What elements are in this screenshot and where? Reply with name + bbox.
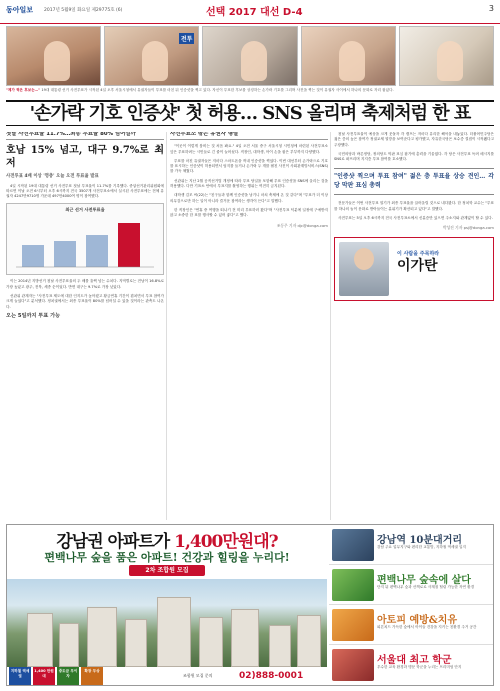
feature-title: 아토피 예방&치유 bbox=[377, 615, 458, 626]
profile-photo bbox=[339, 242, 389, 296]
issue-date: 2017년 5월9일 화요일 제29775호 (6) bbox=[44, 8, 123, 13]
paragraph: 전문가들은 이번 사전투표 열기가 최종 투표율을 끌어올릴 것으로 내다봤다. 한 정치학 교수는 "투표를 하나의 놀이 문화로 받아들이는 분위기가 확산되고 있다"고 말했다. bbox=[334, 201, 494, 211]
feature-desc: 피톤치드 가득한 숲에서 아이들 건강을 지키는 친환경 주거 공간 bbox=[377, 625, 477, 629]
pull-quote: "인증샷 찍으며 투표 참여" 젊은 층 투표율 상승 견인… 각 당 막판 표심 총력 bbox=[334, 168, 494, 195]
ad-box: 1,400 만원대 bbox=[33, 667, 55, 685]
feature-image bbox=[332, 529, 374, 561]
photo-tag: 전투 bbox=[179, 33, 195, 44]
paragraph: 첫날 사전투표율이 예상을 크게 웃돌자 각 캠프는 저마다 유리한 해석을 내놓았다. 더불어민주당은 젊은 층의 높은 참여가 정권교체 열망을 보여준다고 평가했고, 자유한국당은 보수층 결집이 시작됐다고 주장했다. bbox=[334, 132, 494, 147]
chart-title: 최근 선거 사전투표율 bbox=[65, 207, 105, 213]
building bbox=[231, 609, 259, 667]
photo-voter-3[interactable] bbox=[202, 26, 297, 86]
column-divider bbox=[330, 132, 331, 520]
paragraph: 국민의당과 바른정당, 정의당도 막판 표심 잡기에 총력을 기울였다. 각 당은 사전투표 독려 메시지를 SNS로 퍼뜨리며 지지층 투표 참여를 호소했다. bbox=[334, 151, 494, 162]
feature-desc: 강남 주요 업무지구와 편리한 교통망, 지하철 역세권 입지 bbox=[377, 545, 466, 549]
photo-voter-2[interactable] bbox=[104, 26, 199, 86]
photo-strip bbox=[6, 26, 494, 86]
paragraph: "이곳이 이렇게 붐비는 것 처음 봐요." 4일 오전 서울 중구 서울시청 시민청에 마련된 사전투표소 앞은 투표하려는 시민들로 긴 줄이 늘어섰다. 직장인, 대학생, 아이 손을 잡은 부부까지 다양했다. bbox=[170, 144, 328, 154]
ad-phone-number[interactable]: 02)888-0001 bbox=[239, 671, 304, 681]
photo-caption bbox=[6, 88, 494, 98]
article-column-3 bbox=[334, 132, 494, 520]
feature-image bbox=[332, 569, 374, 601]
section-title-a: 선택 2017 bbox=[206, 7, 257, 18]
hand-shape bbox=[339, 41, 365, 81]
building bbox=[269, 625, 291, 667]
caption-title: "제가 찍은 후보는…" bbox=[6, 88, 41, 92]
article-lead: 사전투표 4배 이상 '껑충' 오늘 오전 투표율 발표 bbox=[6, 174, 99, 180]
caption-text: 19대 대통령 선거 사전투표가 시작된 4일 오후 서울시청에서 유권자들이 투표를 마친 뒤 인증샷을 찍고 있다. 자신이 투표한 후보를 상징하는 손가락 기호를 그리며 사진을 찍는 것이 유권자 사이에서 하나의 문화로 자리 잡았다. bbox=[41, 88, 394, 92]
ad-feature-item[interactable] bbox=[329, 565, 494, 605]
ad-feature-item[interactable] bbox=[329, 525, 494, 565]
feature-desc: 우수한 교육 환경과 명문 학군을 누리는 프리미엄 단지 bbox=[377, 665, 462, 669]
column-divider bbox=[166, 132, 167, 520]
byline[interactable]: 박성진 기자 psj@donga.com bbox=[442, 225, 494, 231]
photo-voter-1[interactable] bbox=[6, 26, 101, 86]
apartment-advertisement[interactable] bbox=[6, 524, 494, 686]
main-headline[interactable]: '손가락 기호 인증샷' 첫 허용… SNS 올리며 축제처럼 한 표 bbox=[6, 100, 494, 126]
building bbox=[27, 613, 53, 667]
chart-bar bbox=[54, 241, 76, 267]
article-kicker: 사전투표소 밖은 유권자 행렬 bbox=[170, 132, 328, 140]
article-note: 오는 5일까지 투표 가능 bbox=[6, 312, 61, 319]
ad-box: 확장 무상 bbox=[81, 667, 103, 685]
page-header bbox=[0, 0, 500, 24]
paragraph: 선관위 관계자는 "사전투표 제도에 대한 인지도가 높아졌고 황금연휴 기간이 겹치면서 투표 참여가 크게 늘었다"고 분석했다. 정치권에서는 최종 투표율이 80%를 넘어설 수 있을 것이라는 관측도 나온다. bbox=[6, 294, 164, 309]
feature-title: 편백나무 숲속에 살다 bbox=[377, 575, 471, 586]
hand-shape bbox=[142, 41, 168, 81]
ad-feature-item[interactable] bbox=[329, 605, 494, 645]
ad-box: 지하철 역세권 bbox=[9, 667, 31, 685]
page-number: 3 bbox=[488, 4, 494, 13]
article-column-2 bbox=[170, 132, 328, 520]
chart-graphic bbox=[10, 215, 160, 273]
feature-title: 강남역 10분대거리 bbox=[377, 535, 463, 546]
paragraph: 투표를 마친 유권자들은 저마다 스마트폰을 꺼내 인증샷을 찍었다. 이번 대선부터 손가락으로 기호를 표시하는 인증샷이 허용되면서 엄지를 들거나 손가락 두 개를 펼친 사진이 사회관계망서비스(SNS)를 가득 채웠다. bbox=[170, 158, 328, 174]
section-title-b: 대선 D-4 bbox=[260, 7, 303, 18]
hand-shape bbox=[241, 41, 267, 81]
newspaper-logo[interactable]: 동아일보 bbox=[6, 6, 34, 14]
ad-feature-list bbox=[329, 525, 494, 686]
feature-image bbox=[332, 649, 374, 681]
article-kicker: 첫날 사전투표율 11.7%…최종 투표율 80% 넘어설까 bbox=[6, 132, 164, 140]
ad-box: 중도금 무이자 bbox=[57, 667, 79, 685]
ad-feature-item[interactable] bbox=[329, 645, 494, 685]
feature-desc: 단지 뒤 편백나무 숲과 산책로로 사계절 힐링 가능한 자연 환경 bbox=[377, 585, 475, 589]
paragraph: 사전투표는 5일 오후 6시까지 전국 사전투표소에서 신분증만 있으면 주소지와 관계없이 할 수 있다. bbox=[338, 216, 493, 221]
ad-city-image bbox=[7, 579, 327, 667]
paragraph: 4일 시작된 19대 대통령 선거 사전투표 첫날 투표율이 11.7%를 기록했다. 중앙선거관리위원회에 따르면 이날 오전 6시부터 오후 6시까지 전국 3507개 사전투표소에서 실시된 사전투표에는 전체 유권자 4247만9710명 가운데 497만4000여 명이 참여했다. bbox=[6, 183, 164, 199]
profile-name: 이가탄 bbox=[397, 257, 438, 274]
building bbox=[157, 597, 191, 667]
ad-title-prefix: 강남권 아파트가 bbox=[56, 532, 175, 552]
ad-subtitle: 편백나무 숲을 품은 아파트! 건강과 힐링을 누리다! bbox=[44, 551, 290, 564]
chart-bar bbox=[22, 245, 44, 267]
chart-bar bbox=[118, 223, 140, 267]
building bbox=[125, 619, 147, 667]
ad-main-panel bbox=[7, 525, 327, 686]
article-subheadline: 호남 15% 넘고, 대구 9.7%로 최저 bbox=[6, 145, 164, 170]
ad-feature-boxes bbox=[9, 667, 103, 685]
byline[interactable]: 조동주 기자 djc@donga.com bbox=[276, 222, 328, 228]
article-column-1 bbox=[6, 132, 164, 520]
paragraph: 대학생 김모 씨(22)는 "친구들과 함께 인증샷을 남기니 마치 축제에 온 것 같다"며 "투표가 더 이상 의무감으로만 하는 일이 아니라 즐거운 참여라는 생각이 든다"고 말했다. bbox=[170, 193, 328, 203]
building bbox=[297, 615, 321, 667]
feature-image bbox=[332, 609, 374, 641]
ad-title-price: 1,400만원대? bbox=[174, 532, 278, 552]
hand-shape bbox=[44, 41, 70, 81]
turnout-chart bbox=[6, 203, 164, 275]
photo-voter-4[interactable] bbox=[301, 26, 396, 86]
building bbox=[87, 607, 117, 667]
profile-role: 이 사람을 주목하라 bbox=[397, 250, 440, 257]
building bbox=[59, 623, 79, 667]
section-title bbox=[206, 3, 303, 18]
chart-bar bbox=[86, 235, 108, 267]
photo-voter-5[interactable] bbox=[399, 26, 494, 86]
paragraph: 선관위는 지난 2월 공직선거법 개정에 따라 투표 당일을 포함해 투표 인증샷을 SNS에 올리는 것을 허용했다. 다만 기표소 안에서 투표지를 촬영하는 행위는 여전히 금지된다. bbox=[170, 178, 328, 189]
profile-box[interactable] bbox=[334, 237, 494, 301]
paragraph: 한 직장인은 "연휴 중 여행을 떠나기 전 미리 투표하러 왔다"며 "사전투표 덕분에 일정에 구애받지 않고 소중한 한 표를 행사할 수 있어 좋다"고 했다. bbox=[170, 207, 328, 218]
building bbox=[199, 617, 223, 667]
feature-title: 서울대 최고 학군 bbox=[377, 655, 452, 666]
ad-badge[interactable]: 2차 조합원 모집 bbox=[129, 565, 205, 576]
hand-shape bbox=[437, 41, 463, 81]
paragraph: 이는 2014년 지방선거 첫날 사전투표율의 두 배를 훌쩍 넘는 수치다. 지역별로는 전남이 16.8%로 가장 높았고 광주, 전북, 세종 순이었다. 반면 대구는 9.7%로 가장 낮았다. bbox=[6, 279, 164, 289]
ad-contact-label: 조합원 모집 문의 bbox=[183, 673, 213, 678]
